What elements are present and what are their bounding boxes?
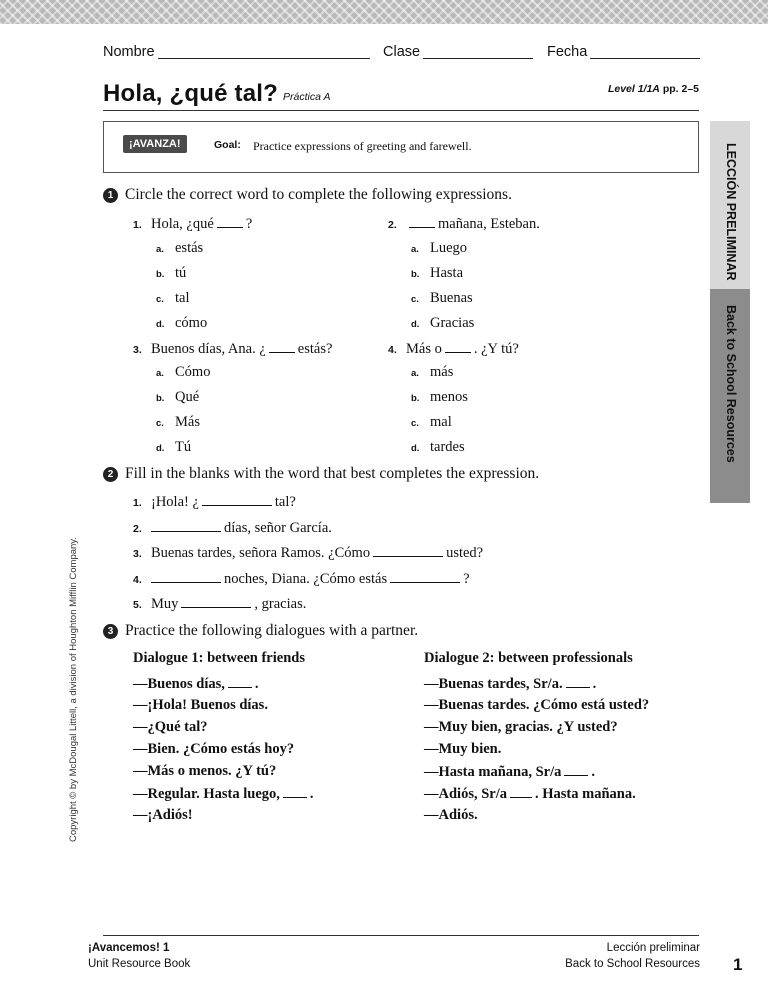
q2-option-c[interactable] [411,290,473,307]
line-text: . [591,764,595,780]
option-text: menos [430,389,468,405]
option-text: mal [430,414,452,430]
page-number: 1 [733,955,743,974]
fill-blank[interactable] [390,570,460,583]
option-text: Luego [430,240,468,256]
line-text: —Buenos días, [133,676,225,692]
dialogue-2-line: —Buenas tardes. ¿Cómo está usted? [424,697,650,713]
q4-post: . ¿Y tú? [473,341,519,357]
avanza-badge: ¡AVANZA! [123,135,187,153]
q4-number: 4. [388,344,397,356]
side-tab-back-to-school [710,289,750,503]
goal-text: Practice expressions of greeting and farewell. [253,139,472,153]
level-pages: pp. 2–5 [662,83,699,95]
dialogue-2-line: —Adiós. [424,807,478,823]
q1-number: 1. [133,219,142,231]
option-text: tardes [430,439,465,455]
q3-option-d[interactable] [156,439,191,456]
line-text: —Regular. Hasta luego, [133,786,280,802]
q1-option-b[interactable] [156,265,186,282]
fill-blank[interactable] [151,570,221,583]
fecha-label: Fecha [547,44,588,60]
line-text: . [309,786,314,802]
q2-number: 2. [388,219,397,231]
item-number: 2. [133,523,142,535]
title-divider [103,110,699,111]
option-text: Hasta [430,265,464,281]
page-subtitle: Práctica A [283,91,331,103]
section-3-instruction: Practice the following dialogues with a partner. [125,622,419,639]
side-tab-leccion-label: LECCIÓN PRELIMINAR [724,143,738,281]
fill-item-1 [133,493,296,511]
item-text: Buenas tardes, señora Ramos. ¿Cómo [151,545,371,561]
option-letter: d. [156,319,165,330]
q1-blank[interactable] [217,215,243,228]
dialogue-blank[interactable] [566,675,590,688]
item-text: , gracias. [254,596,307,612]
option-letter: d. [156,443,165,454]
dialogue-blank[interactable] [510,785,532,798]
option-letter: d. [411,319,420,330]
nombre-field[interactable] [158,58,370,59]
option-text: Gracias [430,315,475,331]
item-number: 4. [133,574,142,586]
q3-blank[interactable] [269,340,295,353]
option-letter: a. [411,244,419,255]
q1-option-d[interactable] [156,315,207,332]
dialogue-2-line: —Muy bien. [424,741,502,757]
dialogue-2-line [424,785,636,803]
option-letter: a. [156,244,164,255]
clase-label: Clase [383,44,421,60]
section-3-number: 3 [103,624,118,639]
q3-post: estás? [297,341,333,357]
dialogue-1-line [133,675,259,693]
q1-option-a[interactable] [156,240,203,257]
item-number: 5. [133,599,142,611]
line-text: . [592,676,597,692]
option-text: estás [175,240,204,256]
dialogue-1-title: Dialogue 1: between friends [133,650,305,666]
item-text: usted? [446,545,484,561]
fill-item-4 [133,570,470,588]
decorative-banner [0,0,768,24]
q3-pre: Buenos días, Ana. ¿ [151,341,266,357]
option-text: tal [175,290,190,306]
dialogue-1-line: —Más o menos. ¿Y tú? [133,763,277,779]
q3-option-a[interactable] [156,364,210,381]
option-letter: a. [156,368,164,379]
q4-option-b[interactable] [411,389,468,406]
item-number: 3. [133,548,142,560]
option-letter: b. [156,393,165,404]
q2-option-b[interactable] [411,265,463,282]
goal-label: Goal: [214,139,241,151]
q1-prompt [133,215,252,233]
item-text: ? [463,571,470,587]
footer-resources: Back to School Resources [565,958,700,970]
item-text: días, señor García. [224,520,332,536]
line-text: —Buenas tardes, Sr/a. [424,676,563,692]
dialogue-2-title: Dialogue 2: between professionals [424,650,633,666]
q3-prompt [133,340,332,358]
goal-box [103,121,699,173]
q2-option-d[interactable] [411,315,474,332]
q1-pre: Hola, ¿qué [151,216,214,232]
footer-book-title: ¡Avancemos! 1 [88,942,170,954]
fill-item-5 [133,595,306,613]
dialogue-2-line [424,763,595,781]
item-text: tal? [274,494,296,510]
level-reference [608,83,699,95]
q1-post: ? [245,216,253,232]
option-text: tú [175,265,187,281]
fill-blank[interactable] [202,493,272,506]
option-letter: b. [411,269,420,280]
option-text: más [430,364,454,380]
item-text: noches, Diana. ¿Cómo estás [224,571,388,587]
section-2-number: 2 [103,467,118,482]
nombre-label: Nombre [103,44,155,60]
footer-book-subtitle: Unit Resource Book [88,958,191,970]
q3-number: 3. [133,344,142,356]
dialogue-1-line: —¡Hola! Buenos días. [133,697,268,713]
line-text: . Hasta mañana. [535,786,636,802]
dialogue-blank[interactable] [228,675,252,688]
footer-divider [103,935,699,936]
section-1-instruction: Circle the correct word to complete the following expressions. [125,186,512,203]
fill-item-3 [133,544,483,562]
fill-blank[interactable] [181,595,251,608]
q2-blank[interactable] [409,215,435,228]
item-number: 1. [133,497,142,509]
dialogue-1-line: —Bien. ¿Cómo estás hoy? [133,741,295,757]
section-1-number: 1 [103,188,118,203]
q2-post: mañana, Esteban. [438,216,540,232]
q4-blank[interactable] [445,340,471,353]
option-text: Más [175,414,200,430]
dialogue-2-line [424,675,596,693]
option-letter: b. [156,269,165,280]
level-prefix: Level 1/1A [607,83,660,95]
option-letter: c. [156,294,164,305]
page-title: Hola, ¿qué tal? [103,80,279,107]
q4-prompt [388,340,519,358]
line-text: —Hasta mañana, Sr/a [424,764,562,780]
q4-option-a[interactable] [411,364,453,381]
section-2-instruction: Fill in the blanks with the word that best completes the expression. [125,465,540,482]
option-text: cómo [175,315,208,331]
option-letter: c. [411,418,419,429]
q3-option-b[interactable] [156,389,199,406]
item-text: Muy [151,596,179,612]
option-text: Qué [175,389,200,405]
q2-prompt [388,215,540,233]
q2-option-a[interactable] [411,240,467,257]
option-letter: c. [156,418,164,429]
dialogue-1-line: —¡Adiós! [133,807,193,823]
q4-option-c[interactable] [411,414,452,431]
option-text: Buenas [430,290,473,306]
option-letter: b. [411,393,420,404]
side-tab-back-label: Back to School Resources [724,305,738,463]
clase-field[interactable] [423,58,533,59]
fill-item-2 [133,519,332,537]
q4-pre: Más o [406,341,442,357]
footer-lesson: Lección preliminar [606,942,700,954]
dialogue-1-line [133,785,314,803]
q1-option-c[interactable] [156,290,190,307]
side-tab-leccion [710,121,750,289]
option-letter: a. [411,368,419,379]
fill-blank[interactable] [373,544,443,557]
q4-option-d[interactable] [411,439,465,456]
option-text: Tú [175,439,192,455]
q3-option-c[interactable] [156,414,200,431]
option-letter: c. [411,294,419,305]
line-text: —Adiós, Sr/a [424,786,507,802]
item-text: ¡Hola! ¿ [151,494,199,510]
dialogue-blank[interactable] [564,763,588,776]
dialogue-blank[interactable] [283,785,307,798]
fecha-field[interactable] [590,58,700,59]
option-letter: d. [411,443,420,454]
line-text: . [254,676,259,692]
fill-blank[interactable] [151,519,221,532]
dialogue-2-line: —Muy bien, gracias. ¿Y usted? [424,719,618,735]
copyright-notice: Copyright © by McDougal Littell, a division of Houghton Mifflin Company. [68,537,79,842]
dialogue-1-line: —¿Qué tal? [133,719,208,735]
option-text: Cómo [175,364,211,380]
